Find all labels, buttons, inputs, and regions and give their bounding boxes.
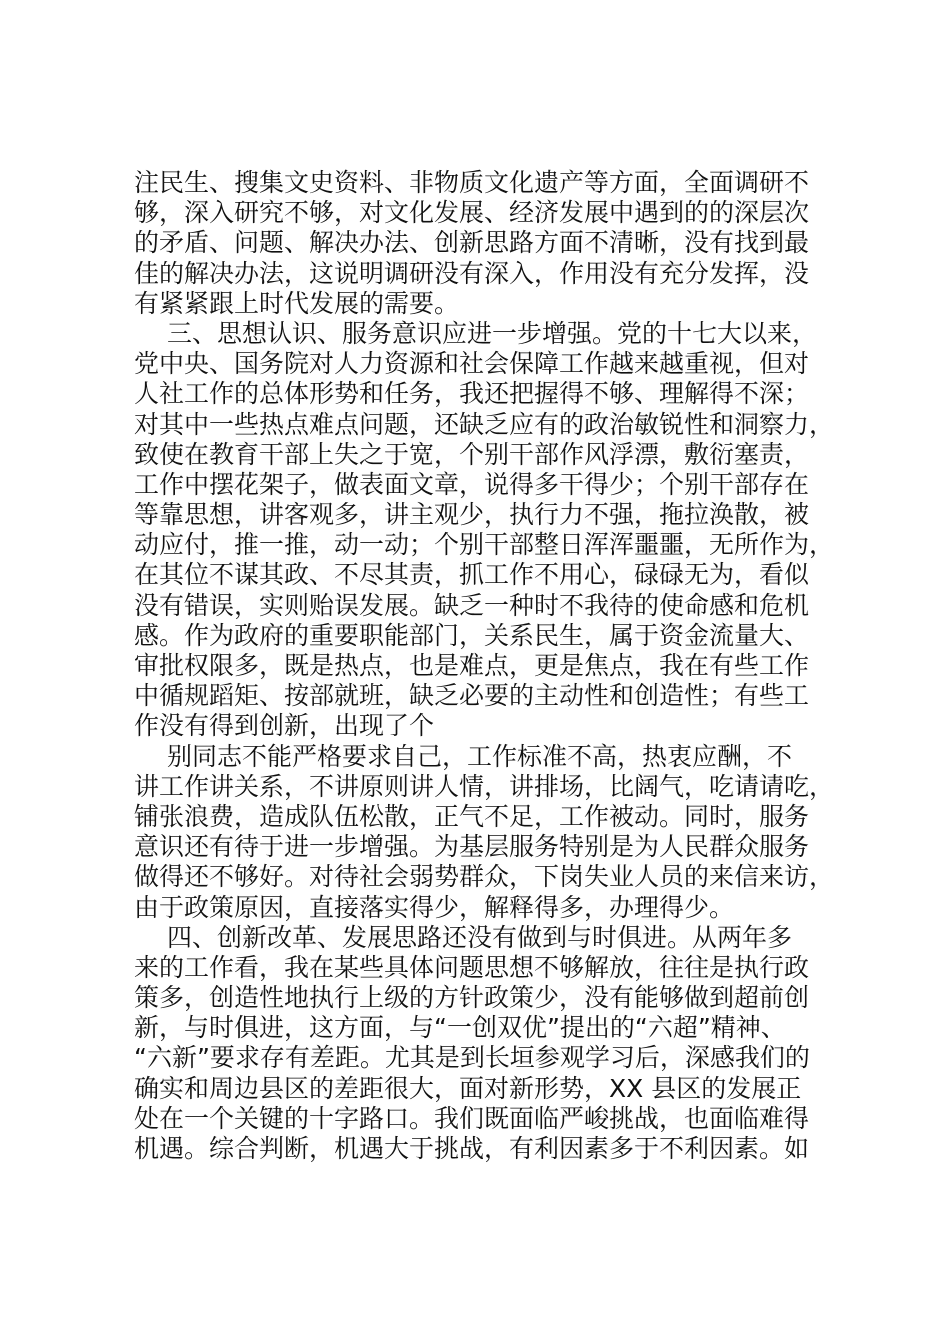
text-line: 中循规蹈矩、按部就班，缺乏必要的主动性和创造性；有些工 (134, 681, 810, 711)
text-line: 来的工作看，我在某些具体问题思想不够解放，往往是执行政 (134, 952, 810, 982)
text-line: “六新”要求存有差距。尤其是到长垣参观学习后，深感我们的 (134, 1043, 810, 1073)
text-line: 作没有得到创新，出现了个 (134, 711, 435, 741)
text-line: 铺张浪费，造成队伍松散，正气不足，工作被动。同时，服务 (134, 801, 810, 831)
text-line: 确实和周边县区的差距很大，面对新形势，XX 县区的发展正 (134, 1073, 802, 1103)
text-line: 审批权限多，既是热点，也是难点，更是焦点，我在有些工作 (134, 651, 810, 680)
text-line: 的矛盾、问题、解决办法、创新思路方面不清晰，没有找到最 (134, 228, 810, 258)
text-line: 够，深入研究不够，对文化发展、经济发展中遇到的的深层次 (134, 198, 810, 228)
text-line: 策多，创造性地执行上级的方针政策少，没有能够做到超前创 (134, 983, 810, 1013)
text-line: 人社工作的总体形势和任务，我还把握得不够、理解得不深； (134, 379, 810, 409)
text-line: 对其中一些热点难点问题，还缺乏应有的政治敏锐性和洞察力， (134, 409, 835, 439)
text-line: 佳的解决办法，这说明调研没有深入，作用没有充分发挥，没 (134, 258, 810, 288)
text-line: 党中央、国务院对人力资源和社会保障工作越来越重视，但对 (134, 349, 810, 379)
text-line: 致使在教育干部上失之于宽，个别干部作风浮漂，敷衍塞责， (134, 439, 810, 469)
text-line: 讲工作讲关系，不讲原则讲人情，讲排场，比阔气，吃请请吃， (134, 771, 835, 801)
text-line: 机遇。综合判断，机遇大于挑战，有利因素多于不利因素。如 (134, 1134, 810, 1163)
text-line: 由于政策原因，直接落实得少，解释得多，办理得少。 (134, 892, 735, 922)
text-line: 没有错误，实则贻误发展。缺乏一种时不我待的使命感和危机 (134, 590, 810, 620)
text-line: 做得还不够好。对待社会弱势群众，下岗失业人员的来信来访， (134, 862, 835, 892)
text-line: 等靠思想，讲客观多，讲主观少，执行力不强，拖拉涣散，被 (134, 500, 810, 530)
text-line: 三、思想认识、服务意识应进一步增强。党的十七大以来， (167, 318, 818, 348)
text-line: 新，与时俱进，这方面，与“一创双优”提出的“六超”精神、 (134, 1013, 786, 1043)
text-line: 意识还有待于进一步增强。为基层服务特别是为人民群众服务 (134, 832, 810, 862)
text-line: 动应付，推一推，动一动；个别干部整日浑浑噩噩，无所作为， (134, 530, 835, 560)
text-line: 别同志不能严格要求自己，工作标准不高，热衷应酬，不 (167, 741, 793, 771)
text-line: 注民生、搜集文史资料、非物质文化遗产等方面，全面调研不 (134, 168, 810, 197)
text-line: 有紧紧跟上时代发展的需要。 (134, 288, 460, 318)
text-line: 工作中摆花架子，做表面文章，说得多干得少；个别干部存在 (134, 469, 810, 499)
document-body (134, 168, 834, 1164)
text-line: 处在一个关键的十字路口。我们既面临严峻挑战，也面临难得 (134, 1103, 810, 1133)
text-line: 感。作为政府的重要职能部门，关系民生，属于资金流量大、 (134, 620, 810, 650)
text-line: 在其位不谋其政、不尽其责，抓工作不用心，碌碌无为，看似 (134, 560, 810, 590)
text-line: 四、创新改革、发展思路还没有做到与时俱进。从两年多 (167, 922, 793, 952)
